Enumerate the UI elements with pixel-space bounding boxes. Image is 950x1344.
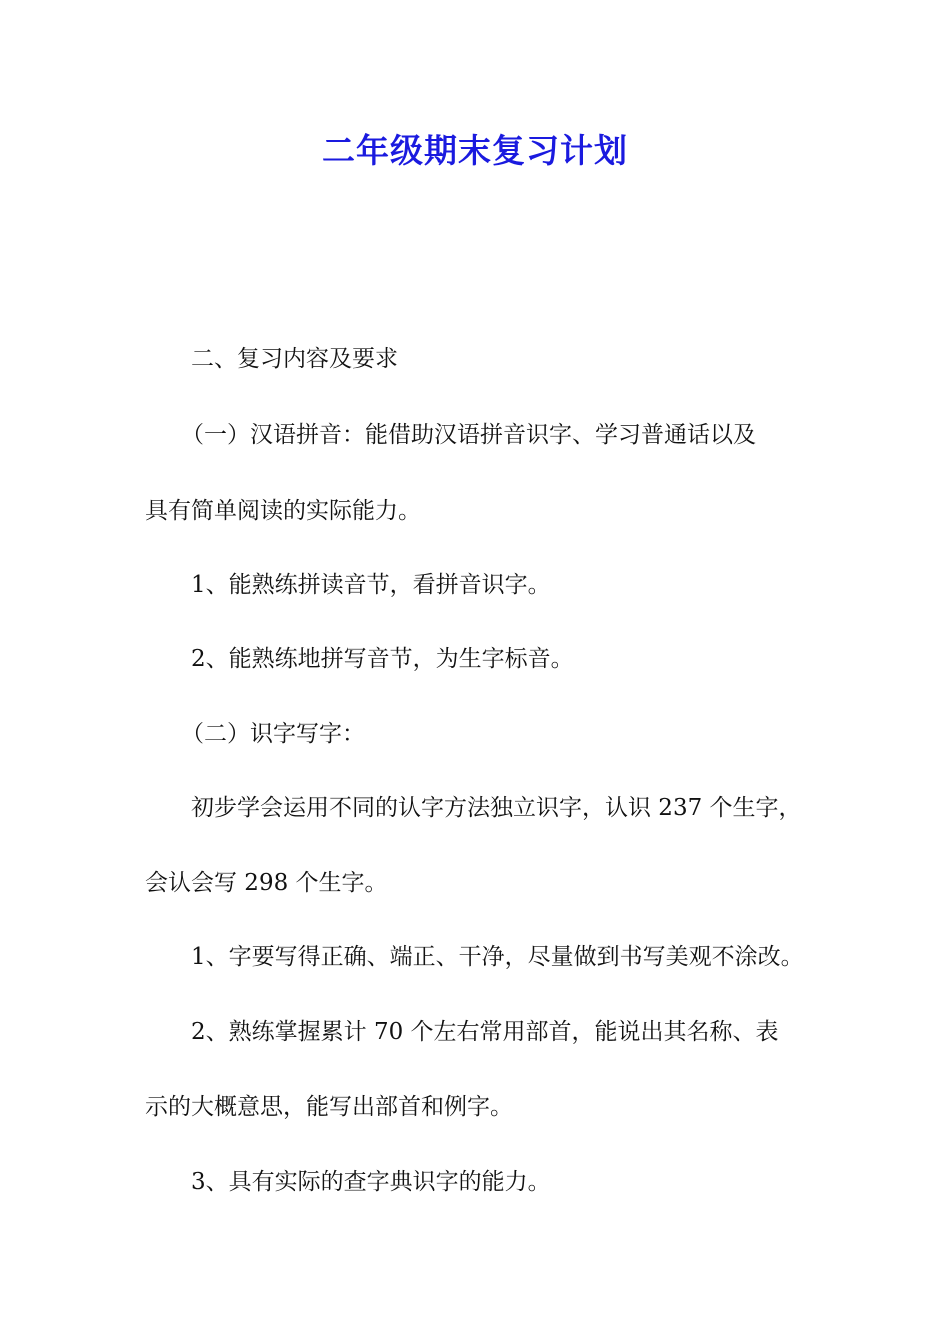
document-title: 二年级期末复习计划: [322, 131, 628, 170]
subsection-pinyin-cont: 具有简单阅读的实际能力。: [145, 498, 421, 524]
pinyin-item-2: 2、能熟练地拼写音节，为生字标音。: [191, 646, 574, 672]
characters-paragraph-cont: 会认会写 298 个生字。: [145, 870, 388, 896]
characters-item-3: 3、具有实际的查字典识字的能力。: [191, 1169, 551, 1195]
characters-item-2-cont: 示的大概意思，能写出部首和例字。: [145, 1094, 513, 1120]
section-heading: 二、复习内容及要求: [191, 346, 398, 372]
subsection-characters: （二）识字写字：: [181, 721, 365, 747]
characters-item-2: 2、熟练掌握累计 70 个左右常用部首，能说出其名称、表: [191, 1019, 779, 1045]
pinyin-item-1: 1、能熟练拼读音节，看拼音识字。: [191, 572, 551, 598]
subsection-pinyin: （一）汉语拼音：能借助汉语拼音识字、学习普通话以及: [181, 422, 756, 448]
characters-paragraph: 初步学会运用不同的认字方法独立识字，认识 237 个生字，: [191, 795, 802, 821]
characters-item-1: 1、字要写得正确、端正、干净，尽量做到书写美观不涂改。: [191, 944, 804, 970]
